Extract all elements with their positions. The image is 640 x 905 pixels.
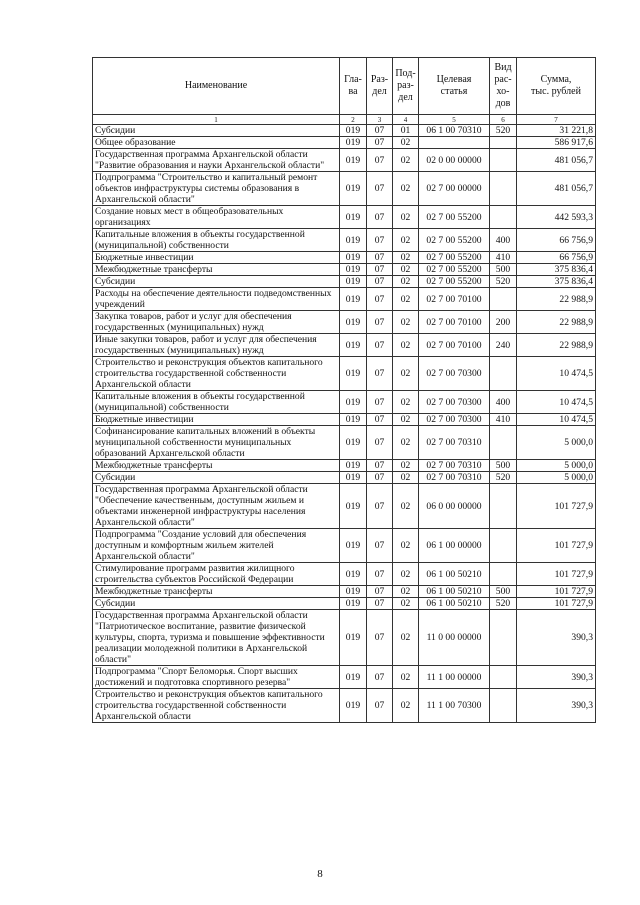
cell-sum: 66 756,9: [517, 252, 596, 264]
cell-glava: 019: [340, 391, 367, 414]
cell-vid: 410: [490, 252, 517, 264]
cell-glava: 019: [340, 288, 367, 311]
cell-sum: 22 988,9: [517, 334, 596, 357]
cell-podrazdel: 02: [393, 264, 419, 276]
cell-podrazdel: 02: [393, 414, 419, 426]
cell-glava: 019: [340, 149, 367, 172]
cell-name: Закупка товаров, работ и услуг для обеспечения государственных (муниципальных) нужд: [93, 311, 340, 334]
cell-glava: 019: [340, 598, 367, 610]
cell-name: Расходы на обеспечение деятельности подведомственных учреждений: [93, 288, 340, 311]
cell-vid: [490, 357, 517, 391]
cell-vid: [490, 666, 517, 689]
cell-target: 11 0 00 00000: [419, 610, 490, 666]
cell-name: Капитальные вложения в объекты государственной (муниципальной) собственности: [93, 229, 340, 252]
cell-target: 02 7 00 55200: [419, 206, 490, 229]
table-row: [93, 610, 596, 666]
table-row: [93, 264, 596, 276]
table-row: [93, 206, 596, 229]
cell-podrazdel: 02: [393, 137, 419, 149]
cell-name: Подпрограмма "Строительство и капитальный ремонт объектов инфраструктуры системы образования в Архангельской области": [93, 172, 340, 206]
cell-razdel: 07: [367, 264, 393, 276]
cell-vid: 520: [490, 472, 517, 484]
cell-podrazdel: 02: [393, 460, 419, 472]
table-body: [93, 125, 596, 723]
cell-vid: [490, 137, 517, 149]
cell-vid: 240: [490, 334, 517, 357]
cell-podrazdel: 02: [393, 529, 419, 563]
cell-sum: 22 988,9: [517, 288, 596, 311]
cell-vid: 500: [490, 460, 517, 472]
cell-vid: 500: [490, 586, 517, 598]
cell-target: 02 7 00 55200: [419, 264, 490, 276]
cell-razdel: 07: [367, 414, 393, 426]
table-row: [93, 229, 596, 252]
cell-target: 02 7 00 70100: [419, 288, 490, 311]
cell-sum: 390,3: [517, 610, 596, 666]
cell-podrazdel: 02: [393, 206, 419, 229]
table-row: [93, 276, 596, 288]
cell-podrazdel: 02: [393, 689, 419, 723]
cell-name: Создание новых мест в общеобразовательных организациях: [93, 206, 340, 229]
table-row: [93, 149, 596, 172]
cell-glava: 019: [340, 529, 367, 563]
cell-razdel: 07: [367, 334, 393, 357]
cell-podrazdel: 02: [393, 426, 419, 460]
column-number: 3: [367, 115, 393, 125]
cell-target: 02 7 00 70310: [419, 460, 490, 472]
cell-vid: [490, 610, 517, 666]
cell-name: Бюджетные инвестиции: [93, 414, 340, 426]
cell-sum: 481 056,7: [517, 172, 596, 206]
cell-glava: 019: [340, 689, 367, 723]
cell-razdel: 07: [367, 149, 393, 172]
cell-podrazdel: 02: [393, 484, 419, 529]
cell-name: Государственная программа Архангельской области "Патриотическое воспитание, развитие физической культуры, спорта, туризма и повышение эффективности реализации молодежной политики в Архангельской области": [93, 610, 340, 666]
cell-vid: 200: [490, 311, 517, 334]
cell-name: Иные закупки товаров, работ и услуг для обеспечения государственных (муниципальных) нужд: [93, 334, 340, 357]
table-row: [93, 460, 596, 472]
header-glava: Гла- ва: [340, 58, 367, 115]
cell-vid: [490, 484, 517, 529]
cell-target: 02 7 00 70300: [419, 391, 490, 414]
header-name: Наименование: [93, 58, 340, 115]
cell-razdel: 07: [367, 460, 393, 472]
cell-glava: 019: [340, 460, 367, 472]
cell-podrazdel: 01: [393, 125, 419, 137]
table-row: [93, 391, 596, 414]
cell-razdel: 07: [367, 529, 393, 563]
table-row: [93, 414, 596, 426]
cell-target: 02 7 00 00000: [419, 172, 490, 206]
cell-glava: 019: [340, 563, 367, 586]
cell-sum: 101 727,9: [517, 586, 596, 598]
cell-razdel: 07: [367, 563, 393, 586]
header-vid: Вид рас- хо- дов: [490, 58, 517, 115]
cell-sum: 22 988,9: [517, 311, 596, 334]
cell-name: Строительство и реконструкция объектов капитального строительства государственной собственности Архангельской области: [93, 689, 340, 723]
table-row: [93, 172, 596, 206]
column-number-row: [93, 115, 596, 125]
cell-razdel: 07: [367, 666, 393, 689]
cell-podrazdel: 02: [393, 311, 419, 334]
cell-name: Межбюджетные трансферты: [93, 460, 340, 472]
cell-podrazdel: 02: [393, 563, 419, 586]
cell-name: Стимулирование программ развития жилищного строительства субъектов Российской Федерации: [93, 563, 340, 586]
cell-podrazdel: 02: [393, 598, 419, 610]
cell-target: 02 7 00 70300: [419, 357, 490, 391]
cell-sum: 5 000,0: [517, 426, 596, 460]
cell-glava: 019: [340, 666, 367, 689]
cell-target: 02 7 00 70310: [419, 472, 490, 484]
cell-podrazdel: 02: [393, 172, 419, 206]
cell-sum: 5 000,0: [517, 472, 596, 484]
cell-name: Субсидии: [93, 125, 340, 137]
cell-podrazdel: 02: [393, 288, 419, 311]
cell-name: Общее образование: [93, 137, 340, 149]
cell-name: Подпрограмма "Спорт Беломорья. Спорт высших достижений и подготовка спортивного резерва": [93, 666, 340, 689]
column-number: 1: [93, 115, 340, 125]
column-number: 2: [340, 115, 367, 125]
cell-razdel: 07: [367, 484, 393, 529]
table-row: [93, 288, 596, 311]
cell-glava: 019: [340, 137, 367, 149]
table-row: [93, 529, 596, 563]
cell-razdel: 07: [367, 206, 393, 229]
cell-glava: 019: [340, 172, 367, 206]
cell-vid: [490, 172, 517, 206]
cell-podrazdel: 02: [393, 472, 419, 484]
table-row: [93, 472, 596, 484]
table-row: [93, 334, 596, 357]
cell-glava: 019: [340, 586, 367, 598]
cell-target: 02 7 00 70100: [419, 334, 490, 357]
cell-razdel: 07: [367, 610, 393, 666]
cell-sum: 481 056,7: [517, 149, 596, 172]
table-row: [93, 586, 596, 598]
page-number: 8: [317, 868, 323, 880]
cell-glava: 019: [340, 426, 367, 460]
cell-glava: 019: [340, 484, 367, 529]
column-number: 4: [393, 115, 419, 125]
cell-razdel: 07: [367, 598, 393, 610]
cell-vid: 520: [490, 598, 517, 610]
cell-target: 06 1 00 50210: [419, 586, 490, 598]
cell-glava: 019: [340, 125, 367, 137]
cell-vid: [490, 689, 517, 723]
cell-target: 06 1 00 70310: [419, 125, 490, 137]
cell-sum: 101 727,9: [517, 484, 596, 529]
cell-razdel: 07: [367, 252, 393, 264]
cell-razdel: 07: [367, 229, 393, 252]
cell-vid: 400: [490, 391, 517, 414]
cell-target: 02 7 00 55200: [419, 252, 490, 264]
table-row: [93, 484, 596, 529]
cell-vid: 410: [490, 414, 517, 426]
cell-sum: 101 727,9: [517, 598, 596, 610]
table-row: [93, 125, 596, 137]
cell-name: Государственная программа Архангельской области "Развитие образования и науки Архангельской области": [93, 149, 340, 172]
cell-podrazdel: 02: [393, 252, 419, 264]
cell-podrazdel: 02: [393, 276, 419, 288]
cell-vid: 520: [490, 276, 517, 288]
table-row: [93, 137, 596, 149]
cell-glava: 019: [340, 334, 367, 357]
header-podrazdel: Под- раз- дел: [393, 58, 419, 115]
table-row: [93, 357, 596, 391]
table-row: [93, 563, 596, 586]
cell-razdel: 07: [367, 137, 393, 149]
cell-target: 02 7 00 70100: [419, 311, 490, 334]
cell-podrazdel: 02: [393, 149, 419, 172]
cell-target: 02 7 00 55200: [419, 229, 490, 252]
cell-sum: 10 474,5: [517, 391, 596, 414]
cell-sum: 66 756,9: [517, 229, 596, 252]
header-razdel: Раз- дел: [367, 58, 393, 115]
cell-razdel: 07: [367, 311, 393, 334]
cell-name: Межбюджетные трансферты: [93, 586, 340, 598]
cell-name: Софинансирование капитальных вложений в объекты муниципальной собственности муниципальных образований Архангельской области: [93, 426, 340, 460]
cell-sum: 10 474,5: [517, 414, 596, 426]
cell-razdel: 07: [367, 276, 393, 288]
cell-target: 02 7 00 70310: [419, 426, 490, 460]
cell-vid: 500: [490, 264, 517, 276]
header-sum: Сумма, тыс. рублей: [517, 58, 596, 115]
cell-name: Бюджетные инвестиции: [93, 252, 340, 264]
cell-target: 02 0 00 00000: [419, 149, 490, 172]
cell-sum: 31 221,8: [517, 125, 596, 137]
table-row: [93, 252, 596, 264]
cell-glava: 019: [340, 206, 367, 229]
cell-razdel: 07: [367, 586, 393, 598]
header-target: Целевая статья: [419, 58, 490, 115]
cell-podrazdel: 02: [393, 229, 419, 252]
cell-vid: 520: [490, 125, 517, 137]
cell-razdel: 07: [367, 472, 393, 484]
cell-razdel: 07: [367, 689, 393, 723]
cell-razdel: 07: [367, 125, 393, 137]
cell-razdel: 07: [367, 172, 393, 206]
cell-name: Строительство и реконструкция объектов капитального строительства государственной собственности Архангельской области: [93, 357, 340, 391]
cell-vid: 400: [490, 229, 517, 252]
cell-name: Субсидии: [93, 472, 340, 484]
cell-sum: 390,3: [517, 666, 596, 689]
cell-sum: 390,3: [517, 689, 596, 723]
header-row: [93, 58, 596, 115]
cell-target: 06 1 00 50210: [419, 563, 490, 586]
cell-vid: [490, 426, 517, 460]
cell-podrazdel: 02: [393, 391, 419, 414]
table-row: [93, 666, 596, 689]
cell-glava: 019: [340, 610, 367, 666]
cell-glava: 019: [340, 276, 367, 288]
cell-vid: [490, 149, 517, 172]
cell-target: 06 1 00 50210: [419, 598, 490, 610]
cell-vid: [490, 206, 517, 229]
cell-target: 06 0 00 00000: [419, 484, 490, 529]
column-number: 5: [419, 115, 490, 125]
cell-target: 11 1 00 00000: [419, 666, 490, 689]
cell-glava: 019: [340, 252, 367, 264]
cell-podrazdel: 02: [393, 666, 419, 689]
cell-target: 02 7 00 70300: [419, 414, 490, 426]
cell-glava: 019: [340, 264, 367, 276]
cell-name: Капитальные вложения в объекты государственной (муниципальной) собственности: [93, 391, 340, 414]
cell-name: Межбюджетные трансферты: [93, 264, 340, 276]
cell-razdel: 07: [367, 288, 393, 311]
cell-razdel: 07: [367, 426, 393, 460]
cell-glava: 019: [340, 311, 367, 334]
cell-podrazdel: 02: [393, 586, 419, 598]
cell-sum: 375 836,4: [517, 276, 596, 288]
cell-podrazdel: 02: [393, 357, 419, 391]
budget-table: [92, 57, 596, 723]
cell-glava: 019: [340, 414, 367, 426]
cell-name: Субсидии: [93, 598, 340, 610]
cell-vid: [490, 288, 517, 311]
table-row: [93, 311, 596, 334]
cell-sum: 5 000,0: [517, 460, 596, 472]
cell-vid: [490, 563, 517, 586]
cell-target: 06 1 00 00000: [419, 529, 490, 563]
column-number: 6: [490, 115, 517, 125]
cell-razdel: 07: [367, 391, 393, 414]
cell-sum: 101 727,9: [517, 563, 596, 586]
table-row: [93, 689, 596, 723]
cell-sum: 375 836,4: [517, 264, 596, 276]
cell-razdel: 07: [367, 357, 393, 391]
cell-name: Субсидии: [93, 276, 340, 288]
table-row: [93, 598, 596, 610]
cell-sum: 101 727,9: [517, 529, 596, 563]
cell-glava: 019: [340, 472, 367, 484]
cell-sum: 586 917,6: [517, 137, 596, 149]
cell-glava: 019: [340, 357, 367, 391]
cell-sum: 10 474,5: [517, 357, 596, 391]
cell-sum: 442 593,3: [517, 206, 596, 229]
cell-podrazdel: 02: [393, 334, 419, 357]
cell-name: Подпрограмма "Создание условий для обеспечения доступным и комфортным жильем жителей Архангельской области": [93, 529, 340, 563]
table-row: [93, 426, 596, 460]
column-number: 7: [517, 115, 596, 125]
cell-name: Государственная программа Архангельской области "Обеспечение качественным, доступным жильем и объектами инженерной инфраструктуры населения Архангельской области": [93, 484, 340, 529]
cell-target: [419, 137, 490, 149]
cell-vid: [490, 529, 517, 563]
cell-glava: 019: [340, 229, 367, 252]
cell-target: 11 1 00 70300: [419, 689, 490, 723]
cell-podrazdel: 02: [393, 610, 419, 666]
cell-target: 02 7 00 55200: [419, 276, 490, 288]
